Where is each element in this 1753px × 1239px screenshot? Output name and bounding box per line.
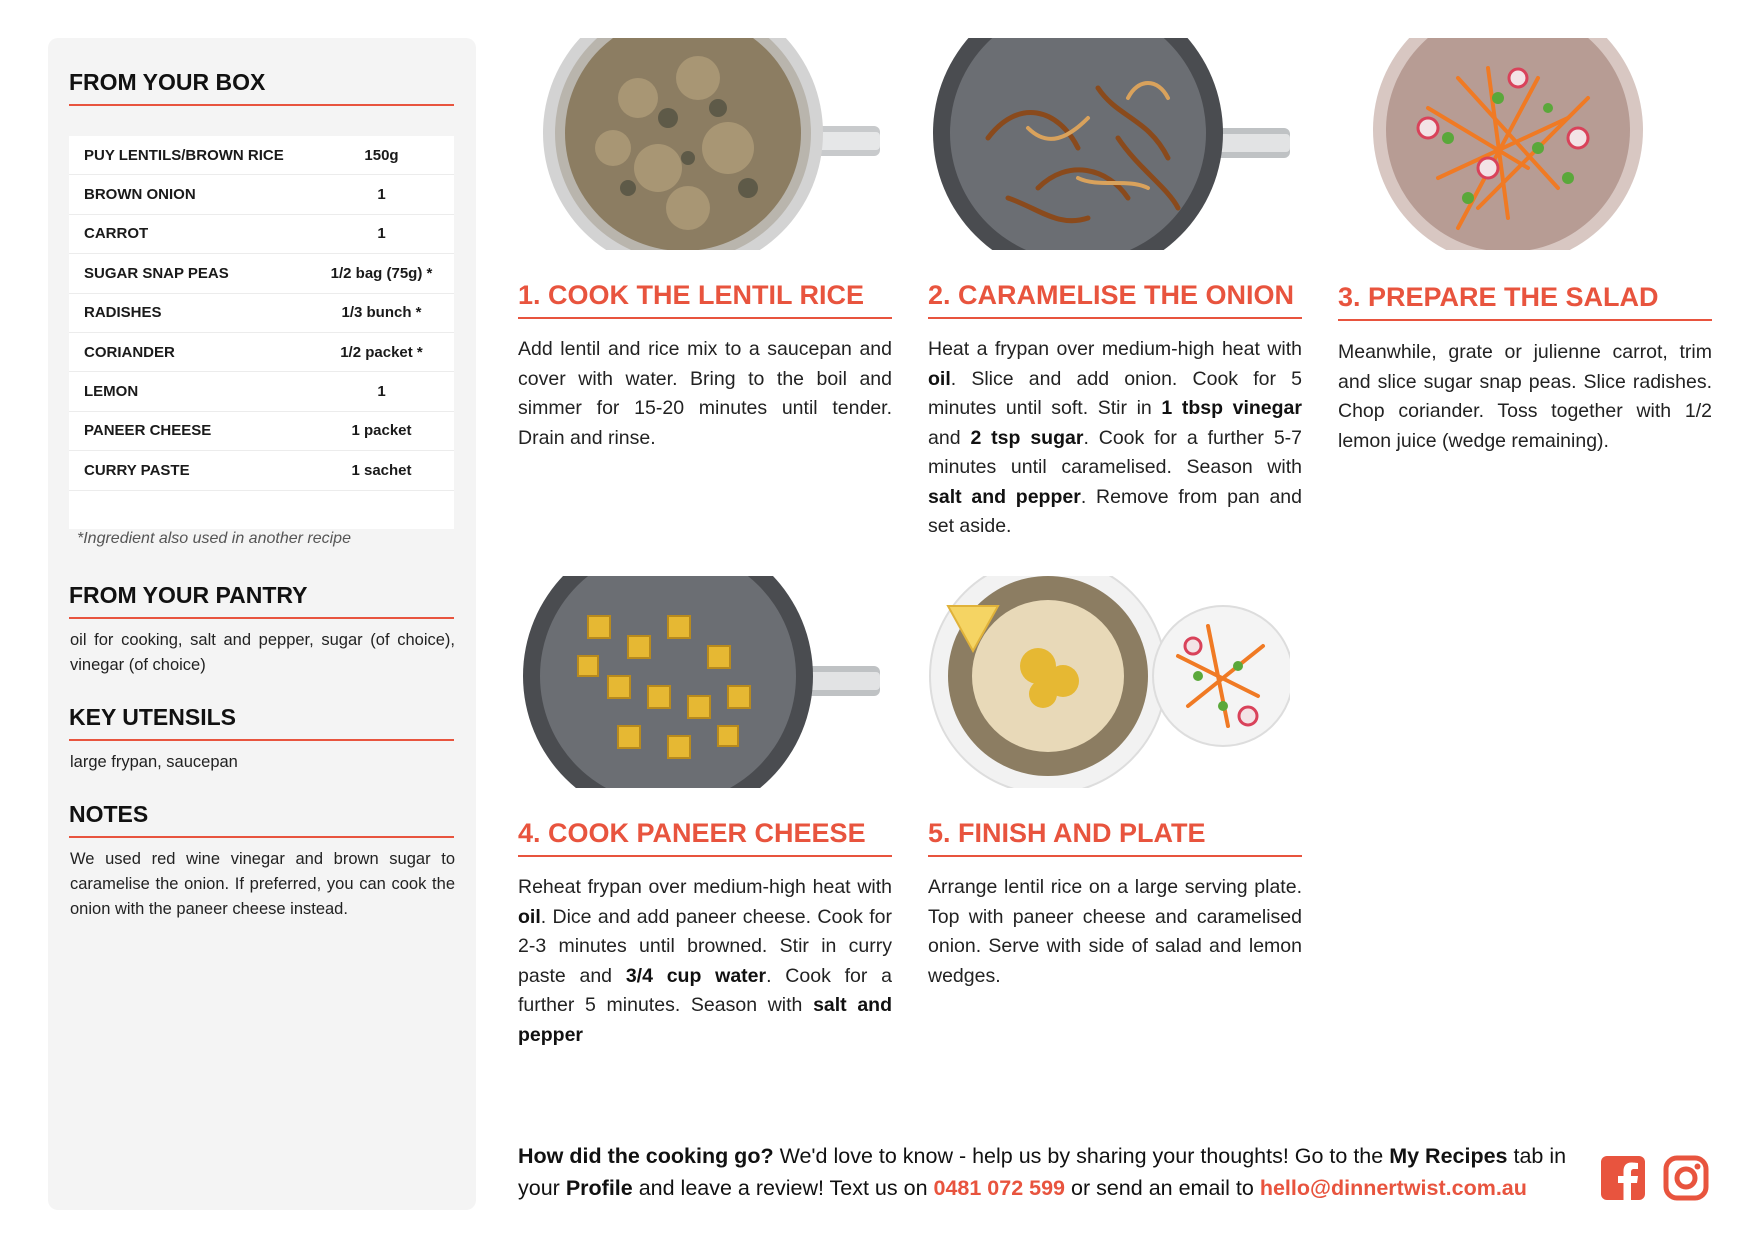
step5-photo [928,576,1290,788]
table-row [69,451,454,490]
table-row [69,175,454,214]
table-row [69,333,454,372]
table-row-empty [69,491,454,529]
ingredient-qty: 1 [377,383,386,401]
ingredient-name: PUY LENTILS/BROWN RICE [84,146,284,164]
step3-photo [1338,38,1700,250]
ingredients-sidebar [48,38,476,1210]
ingredient-name: BROWN ONION [84,186,196,204]
step1-title: 1. COOK THE LENTIL RICE [518,280,892,319]
ingredient-qty: 1 sachet [351,461,412,479]
step3-text: Meanwhile, grate or julienne carrot, trim and slice sugar snap peas. Slice radishes. Chop coriander. Toss together with 1/2 lemon juice (wedge remaining). [1338,341,1712,452]
pantry-title: FROM YOUR PANTRY [69,582,454,619]
step2-title: 2. CARAMELISE THE ONION [928,280,1302,319]
ingredient-name: SUGAR SNAP PEAS [84,264,229,282]
step2-text: Heat a frypan over medium-high heat with oil. Slice and add onion. Cook for 5 minutes until soft. Stir in 1 tbsp vinegar and 2 tsp sugar. Cook for a further 5-7 minutes until caramelised. Season with salt and pepper. Remove from pan and set aside. [928,338,1303,537]
step2-photo [928,38,1290,250]
ingredient-qty: 1 packet [351,422,412,440]
ingredient-qty: 1/3 bunch * [341,304,422,322]
feedback-footer: How did the cooking go? We'd love to know - help us by sharing your thoughts! Go to the My Recipes tab in your Profile and leave a review! Text us on 0481 072 599 or send an email to hello@dinnertwist.com.au [518,1144,1567,1200]
table-row [69,215,454,254]
step1-photo [518,38,880,250]
ingredient-note: *Ingredient also used in another recipe [77,530,351,547]
table-row [69,294,454,333]
ingredient-name: CARROT [84,225,149,243]
step5-text: Arrange lentil rice on a large serving plate. Top with paneer cheese and caramelised onion. Serve with side of salad and lemon wedges. [928,876,1302,987]
ingredient-qty: 1/2 packet * [340,343,423,361]
instagram-icon[interactable] [1663,1155,1709,1201]
step5-title: 5. FINISH AND PLATE [928,818,1302,857]
ingredient-qty: 1 [377,225,386,243]
utensils-title: KEY UTENSILS [69,704,454,741]
step1-text: Add lentil and rice mix to a saucepan and cover with water. Bring to the boil and simmer for 15-20 minutes until tender. Drain and rinse. [518,338,892,449]
ingredient-name: RADISHES [84,304,162,322]
table-row [69,412,454,451]
notes-title: NOTES [69,801,454,838]
ingredient-name: LEMON [84,383,139,401]
ingredient-name: CORIANDER [84,343,175,361]
facebook-icon[interactable] [1600,1155,1646,1201]
notes-text: We used red wine vinegar and brown sugar to caramelise the onion. If preferred, you can cook the onion with the paneer cheese instead. [70,850,455,918]
ingredient-qty: 150g [364,146,399,164]
box-title: FROM YOUR BOX [69,69,454,106]
utensils-text: large frypan, saucepan [70,753,238,771]
table-row [69,254,454,293]
ingredient-name: PANEER CHEESE [84,422,212,440]
ingredient-qty: 1 [377,186,386,204]
ingredient-name: CURRY PASTE [84,461,190,479]
pantry-text: oil for cooking, salt and pepper, sugar (of choice), vinegar (of choice) [70,631,455,674]
step3-title: 3. PREPARE THE SALAD [1338,282,1712,321]
ingredient-qty: 1/2 bag (75g) * [330,264,433,282]
ingredients-table [69,136,454,529]
step4-photo [518,576,880,788]
table-row [69,136,454,175]
step4-title: 4. COOK PANEER CHEESE [518,818,892,857]
table-row [69,372,454,411]
step4-text: Reheat frypan over medium-high heat with oil. Dice and add paneer cheese. Cook for 2-3 minutes until browned. Stir in curry paste and 3/4 cup water. Cook for a further 5 minutes. Season with salt and pepper [518,876,893,1046]
